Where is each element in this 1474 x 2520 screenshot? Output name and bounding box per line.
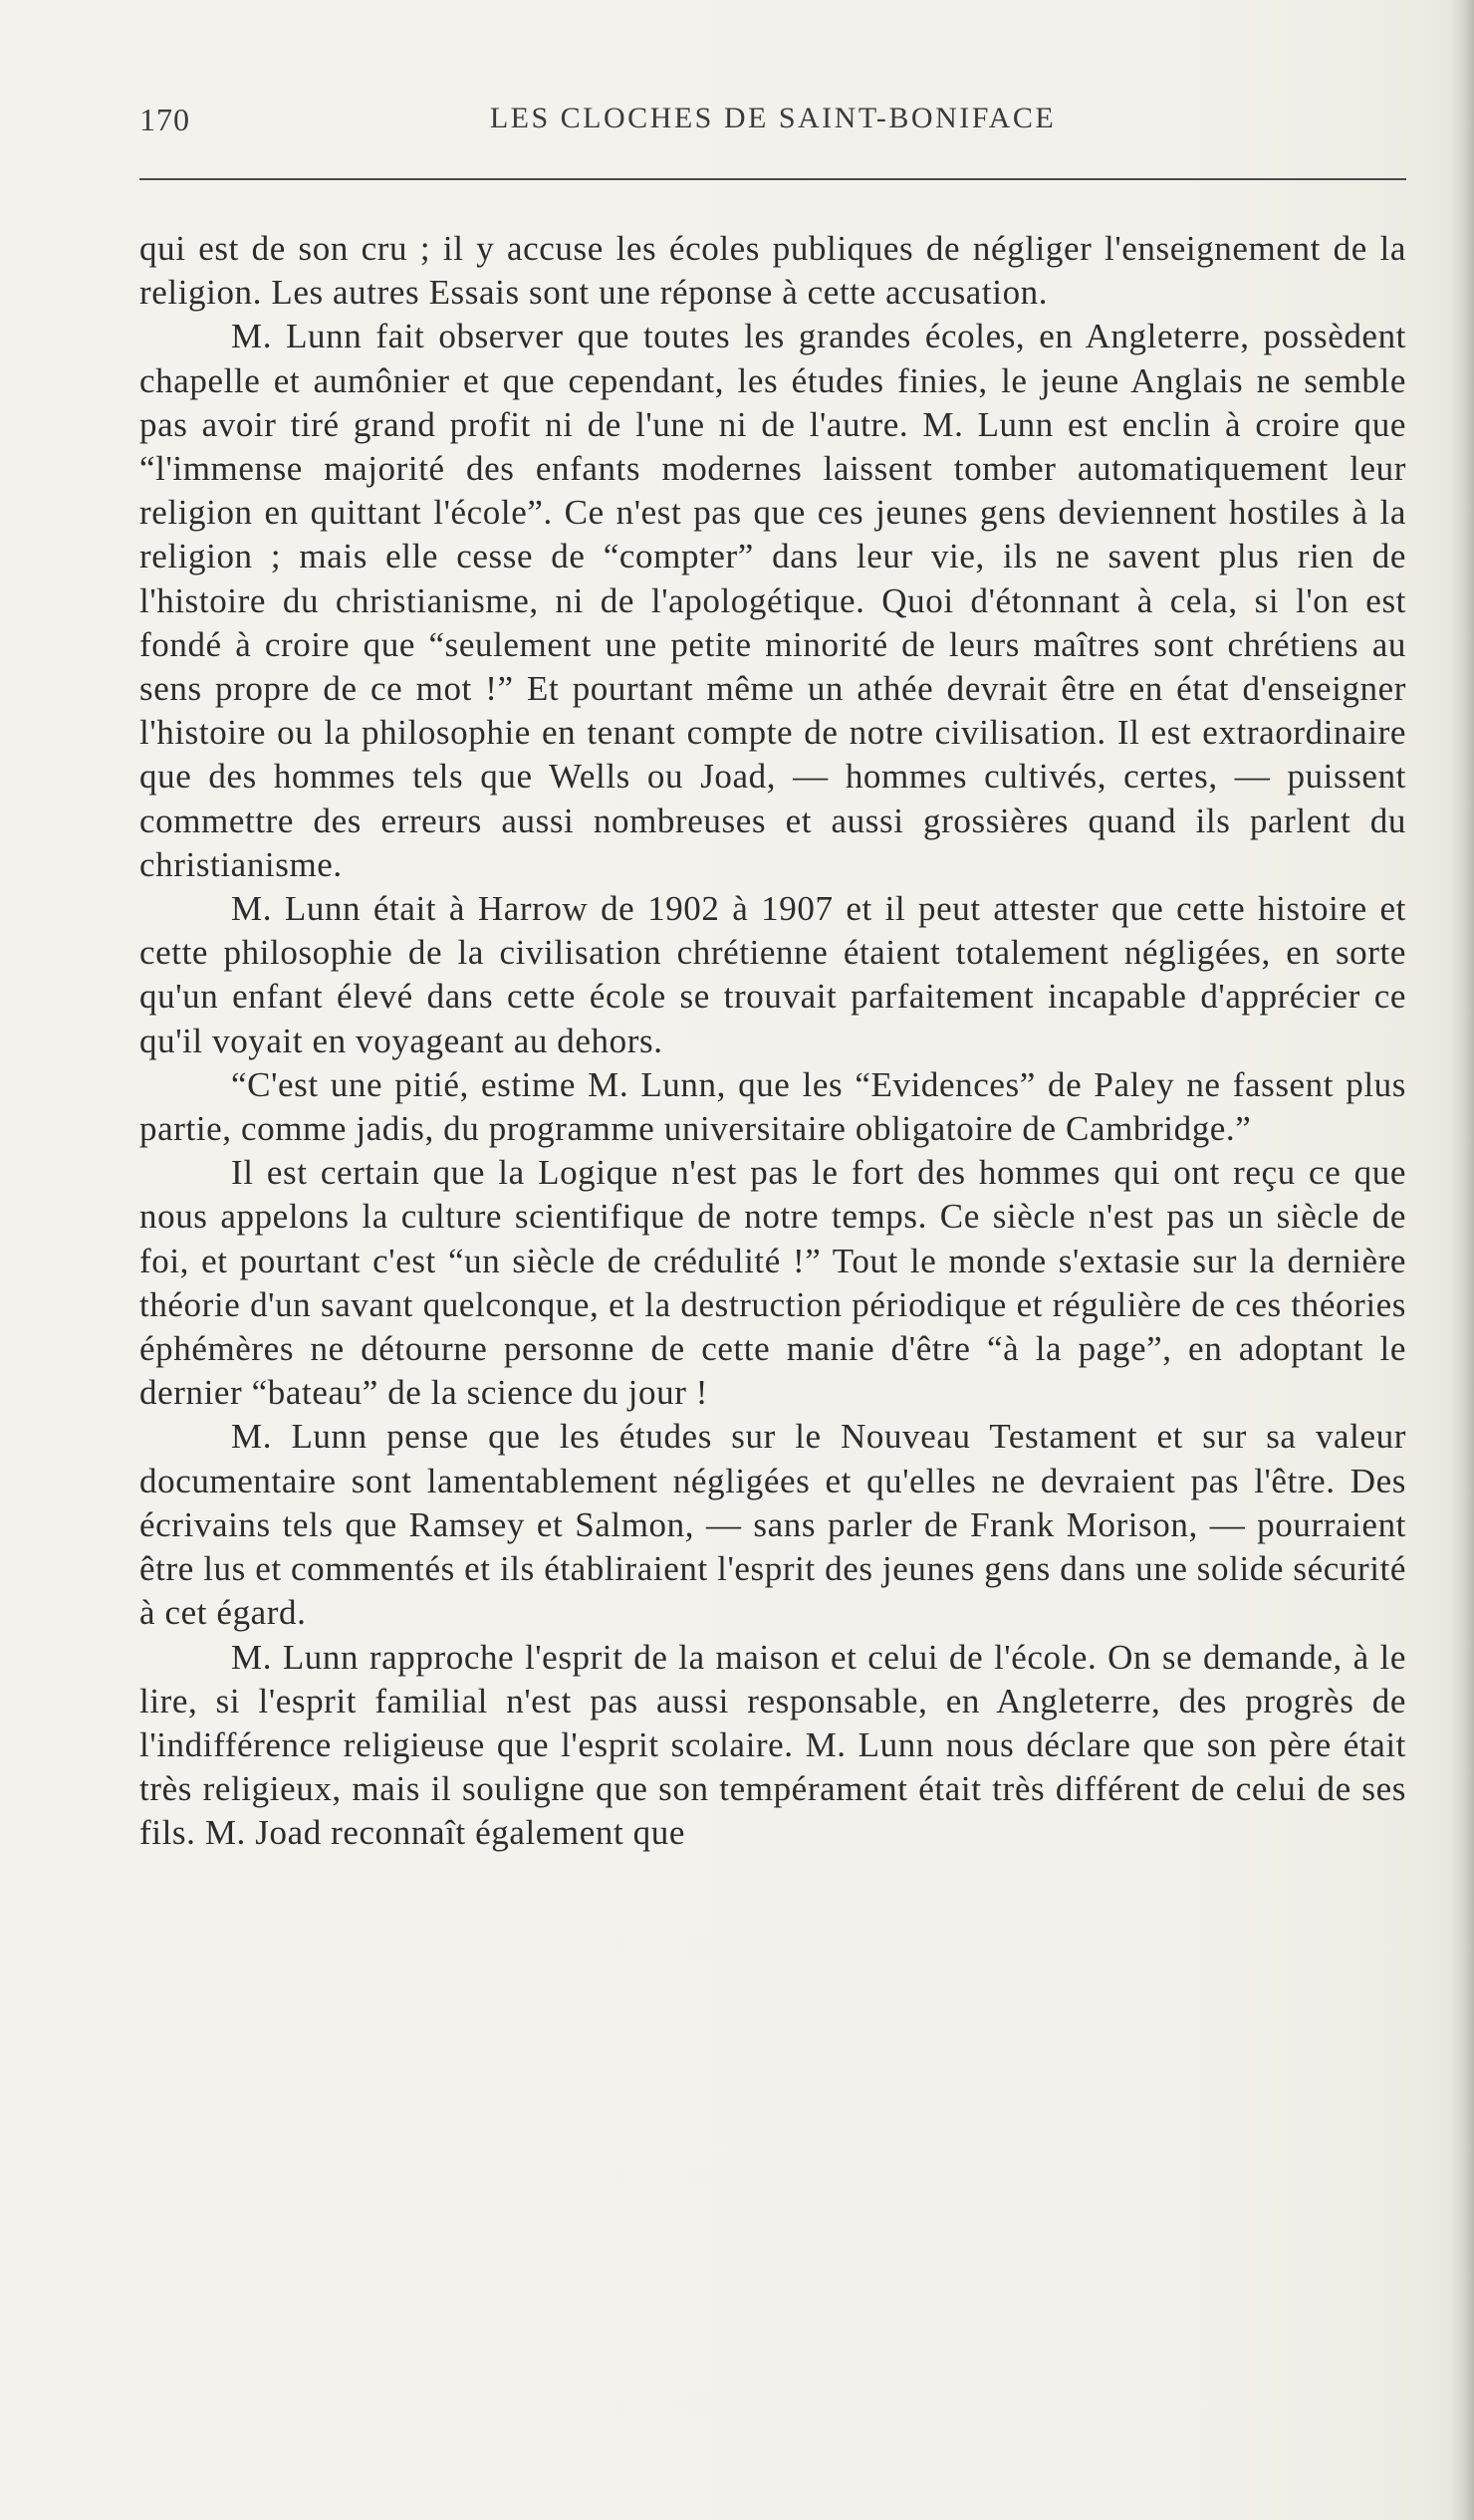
page-number: 170: [139, 102, 190, 137]
paragraph: M. Lunn était à Harrow de 1902 à 1907 et il peut attester que cette histoire et cette philosophie de la civilisation chrétienne étaient totalement négligées, en sorte qu'un enfant élevé dans cette école se trouvait parfaitement incapable d'apprécier ce qu'il voyait en voyageant au dehors.: [139, 889, 1406, 1060]
paragraph-continued: qui est de son cru ; il y accuse les écoles publiques de négliger l'enseignement de la religion. Les autres Essais sont une réponse à cette accusation.: [139, 229, 1406, 313]
running-title: LES CLOCHES DE SAINT-BONIFACE: [489, 102, 1057, 134]
page-edge-shadow: [1452, 0, 1474, 2520]
paragraph: “C'est une pitié, estime M. Lunn, que les “Evidences” de Paley ne fassent plus partie, comme jadis, du programme universitaire obligatoire de Cambridge.”: [139, 1064, 1406, 1149]
paragraph-last: M. Lunn rapproche l'esprit de la maison et celui de l'école. On se demande, à le lire, si l'esprit familial n'est pas aussi responsable, en Angleterre, des progrès de l'indifférence religieuse que l'esprit scolaire. M. Lunn nous déclare que son père était très religieux, mais il souligne que son tempérament était très différent de celui de ses fils. M. Joad reconnaît également que: [139, 1637, 1406, 1853]
page-header: [139, 96, 1406, 145]
header-rule: [139, 178, 1406, 180]
paragraph: Il est certain que la Logique n'est pas le fort des hommes qui ont reçu ce que nous appelons la culture scientifique de notre temps. Ce siècle n'est pas un siècle de foi, et pourtant c'est “un siècle de crédulité !” Tout le monde s'extasie sur la dernière théorie d'un savant quelconque, et la destruction périodique et régulière de ces théories éphémères ne détourne personne de cette manie d'être “à la page”, en adoptant le dernier “bateau” de la science du jour !: [139, 1153, 1406, 1413]
paragraph: M. Lunn pense que les études sur le Nouveau Testament et sur sa valeur documentaire sont lamentablement négligées et qu'elles ne devraient pas l'être. Des écrivains tels que Ramsey et Salmon, — sans parler de Frank Morison, — pourraient être lus et commentés et ils établiraient l'esprit des jeunes gens dans une solide sécurité à cet égard.: [139, 1417, 1406, 1633]
body-text: [139, 227, 1406, 1856]
paragraph: M. Lunn fait observer que toutes les grandes écoles, en Angleterre, possèdent chapelle et aumônier et que cependant, les études finies, le jeune Anglais ne semble pas avoir tiré grand profit ni de l'une ni de l'autre. M. Lunn est enclin à croire que “l'immense majorité des enfants modernes laissent tomber automatiquement leur religion en quittant l'école”. Ce n'est pas que ces jeunes gens deviennent hostiles à la religion ; mais elle cesse de “compter” dans leur vie, ils ne savent plus rien de l'histoire du christianisme, ni de l'apologétique. Quoi d'étonnant à cela, si l'on est fondé à croire que “seulement une petite minorité de leurs maîtres sont chrétiens au sens propre de ce mot !” Et pourtant même un athée devrait être en état d'enseigner l'histoire ou la philosophie en tenant compte de notre civilisation. Il est extraordinaire que des hommes tels que Wells ou Joad, — hommes cultivés, certes, — puissent commettre des erreurs aussi nombreuses et aussi grossières quand ils parlent du christianisme.: [139, 317, 1406, 884]
